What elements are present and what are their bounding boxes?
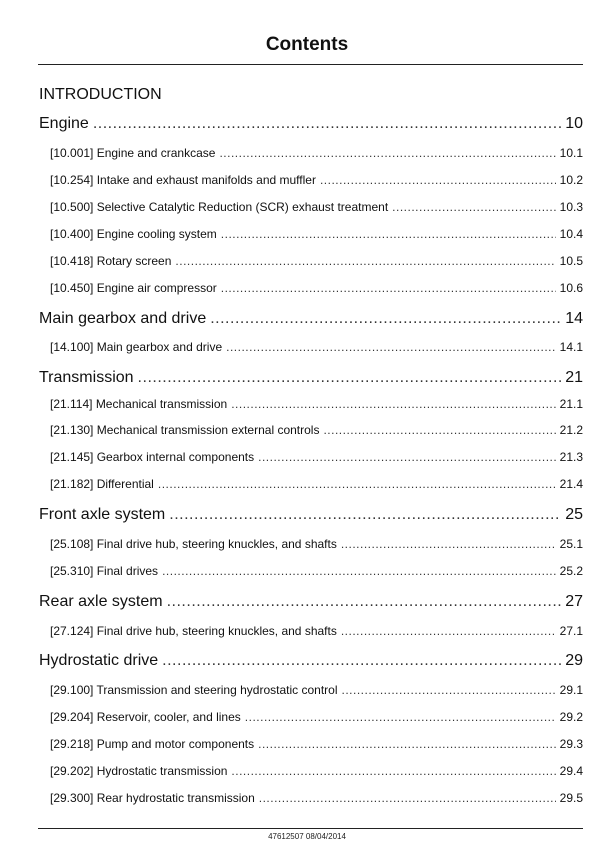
- section-page: 25: [565, 506, 583, 523]
- entry-page: 21.1: [559, 397, 583, 411]
- leader-dots: [162, 564, 556, 578]
- section-title: Front axle system: [39, 506, 166, 523]
- leader-dots: [341, 624, 556, 638]
- entry-title: [10.450] Engine air compressor: [50, 281, 217, 295]
- entry-page: 25.2: [559, 564, 583, 578]
- entry-title: [29.202] Hydrostatic transmission: [50, 764, 228, 778]
- leader-dots: [231, 764, 555, 778]
- leader-dots: [226, 340, 556, 354]
- leader-dots: [93, 115, 561, 133]
- page-title: Contents: [265, 34, 349, 55]
- section-title: Rear axle system: [39, 593, 163, 610]
- entry-page: 14.1: [559, 340, 583, 354]
- section-title: Main gearbox and drive: [39, 310, 207, 327]
- entry-page: 10.4: [559, 227, 583, 241]
- toc-entry[interactable]: [50, 254, 583, 268]
- section-title: Hydrostatic drive: [39, 652, 159, 669]
- entry-page: 21.3: [559, 450, 583, 464]
- toc-section-hydrostatic[interactable]: [39, 652, 583, 670]
- toc-entry[interactable]: [50, 710, 583, 724]
- toc-entry[interactable]: [50, 173, 583, 187]
- toc-entry[interactable]: [50, 340, 583, 354]
- leader-dots: [169, 506, 561, 524]
- entry-page: 27.1: [559, 624, 583, 638]
- entry-title: [21.182] Differential: [50, 477, 154, 491]
- entry-page: 29.3: [559, 737, 583, 751]
- leader-dots: [162, 652, 561, 670]
- toc-section-transmission[interactable]: [39, 369, 583, 387]
- toc-entry[interactable]: [50, 146, 583, 160]
- toc-entry[interactable]: [50, 624, 583, 638]
- entry-title: [10.254] Intake and exhaust manifolds and muffler: [50, 173, 316, 187]
- entry-page: 10.2: [559, 173, 583, 187]
- leader-dots: [167, 593, 562, 611]
- section-page: 21: [565, 369, 583, 386]
- entry-page: 29.1: [559, 683, 583, 697]
- bottom-divider: [38, 828, 583, 829]
- toc-section-front-axle[interactable]: [39, 506, 583, 524]
- toc-entry[interactable]: [50, 477, 583, 491]
- leader-dots: [320, 173, 556, 187]
- leader-dots: [138, 369, 562, 387]
- leader-dots: [158, 477, 556, 491]
- entry-page: 29.4: [559, 764, 583, 778]
- entry-title: [21.130] Mechanical transmission external controls: [50, 423, 320, 437]
- entry-title: [10.418] Rotary screen: [50, 254, 172, 268]
- toc-entry[interactable]: [50, 227, 583, 241]
- entry-title: [14.100] Main gearbox and drive: [50, 340, 223, 354]
- toc-section-rear-axle[interactable]: [39, 593, 583, 611]
- entry-page: 29.5: [559, 791, 583, 805]
- toc-entry[interactable]: [50, 450, 583, 464]
- entry-title: [25.310] Final drives: [50, 564, 159, 578]
- entry-page: 21.4: [559, 477, 583, 491]
- entry-title: [10.001] Engine and crankcase: [50, 146, 216, 160]
- leader-dots: [245, 710, 556, 724]
- leader-dots: [219, 146, 555, 160]
- toc-entry[interactable]: [50, 737, 583, 751]
- toc-entry[interactable]: [50, 397, 583, 411]
- section-title: Transmission: [39, 369, 134, 386]
- document-footer: 47612507 08/04/2014: [268, 832, 346, 841]
- section-page: 10: [565, 115, 583, 132]
- toc-entry[interactable]: [50, 564, 583, 578]
- leader-dots: [258, 450, 556, 464]
- introduction-heading: INTRODUCTION: [39, 86, 162, 103]
- entry-title: [29.100] Transmission and steering hydrostatic control: [50, 683, 338, 697]
- entry-title: [29.218] Pump and motor components: [50, 737, 255, 751]
- entry-page: 10.6: [559, 281, 583, 295]
- entry-title: [29.300] Rear hydrostatic transmission: [50, 791, 255, 805]
- top-divider: [38, 64, 583, 65]
- entry-title: [10.500] Selective Catalytic Reduction (SCR) exhaust treatment: [50, 200, 389, 214]
- leader-dots: [341, 537, 556, 551]
- toc-entry[interactable]: [50, 683, 583, 697]
- entry-page: 29.2: [559, 710, 583, 724]
- toc-entry[interactable]: [50, 423, 583, 437]
- entry-title: [25.108] Final drive hub, steering knuckles, and shafts: [50, 537, 337, 551]
- leader-dots: [392, 200, 555, 214]
- section-title: Engine: [39, 115, 89, 132]
- entry-page: 10.3: [559, 200, 583, 214]
- entry-title: [29.204] Reservoir, cooler, and lines: [50, 710, 241, 724]
- entry-page: 25.1: [559, 537, 583, 551]
- leader-dots: [221, 281, 556, 295]
- leader-dots: [231, 397, 555, 411]
- leader-dots: [210, 310, 561, 328]
- toc-section-engine[interactable]: [39, 115, 583, 133]
- entry-title: [21.145] Gearbox internal components: [50, 450, 255, 464]
- leader-dots: [341, 683, 555, 697]
- entry-title: [21.114] Mechanical transmission: [50, 397, 228, 411]
- section-page: 27: [565, 593, 583, 610]
- entry-page: 10.1: [559, 146, 583, 160]
- section-page: 14: [565, 310, 583, 327]
- toc-entry[interactable]: [50, 791, 583, 805]
- leader-dots: [221, 227, 556, 241]
- entry-page: 21.2: [559, 423, 583, 437]
- entry-page: 10.5: [559, 254, 583, 268]
- entry-title: [10.400] Engine cooling system: [50, 227, 217, 241]
- leader-dots: [323, 423, 555, 437]
- leader-dots: [258, 737, 556, 751]
- toc-entry[interactable]: [50, 281, 583, 295]
- leader-dots: [175, 254, 555, 268]
- entry-title: [27.124] Final drive hub, steering knuckles, and shafts: [50, 624, 337, 638]
- toc-entry[interactable]: [50, 764, 583, 778]
- leader-dots: [259, 791, 556, 805]
- toc-entry[interactable]: [50, 537, 583, 551]
- toc-entry[interactable]: [50, 200, 583, 214]
- section-page: 29: [565, 652, 583, 669]
- toc-section-main-gearbox[interactable]: [39, 310, 583, 328]
